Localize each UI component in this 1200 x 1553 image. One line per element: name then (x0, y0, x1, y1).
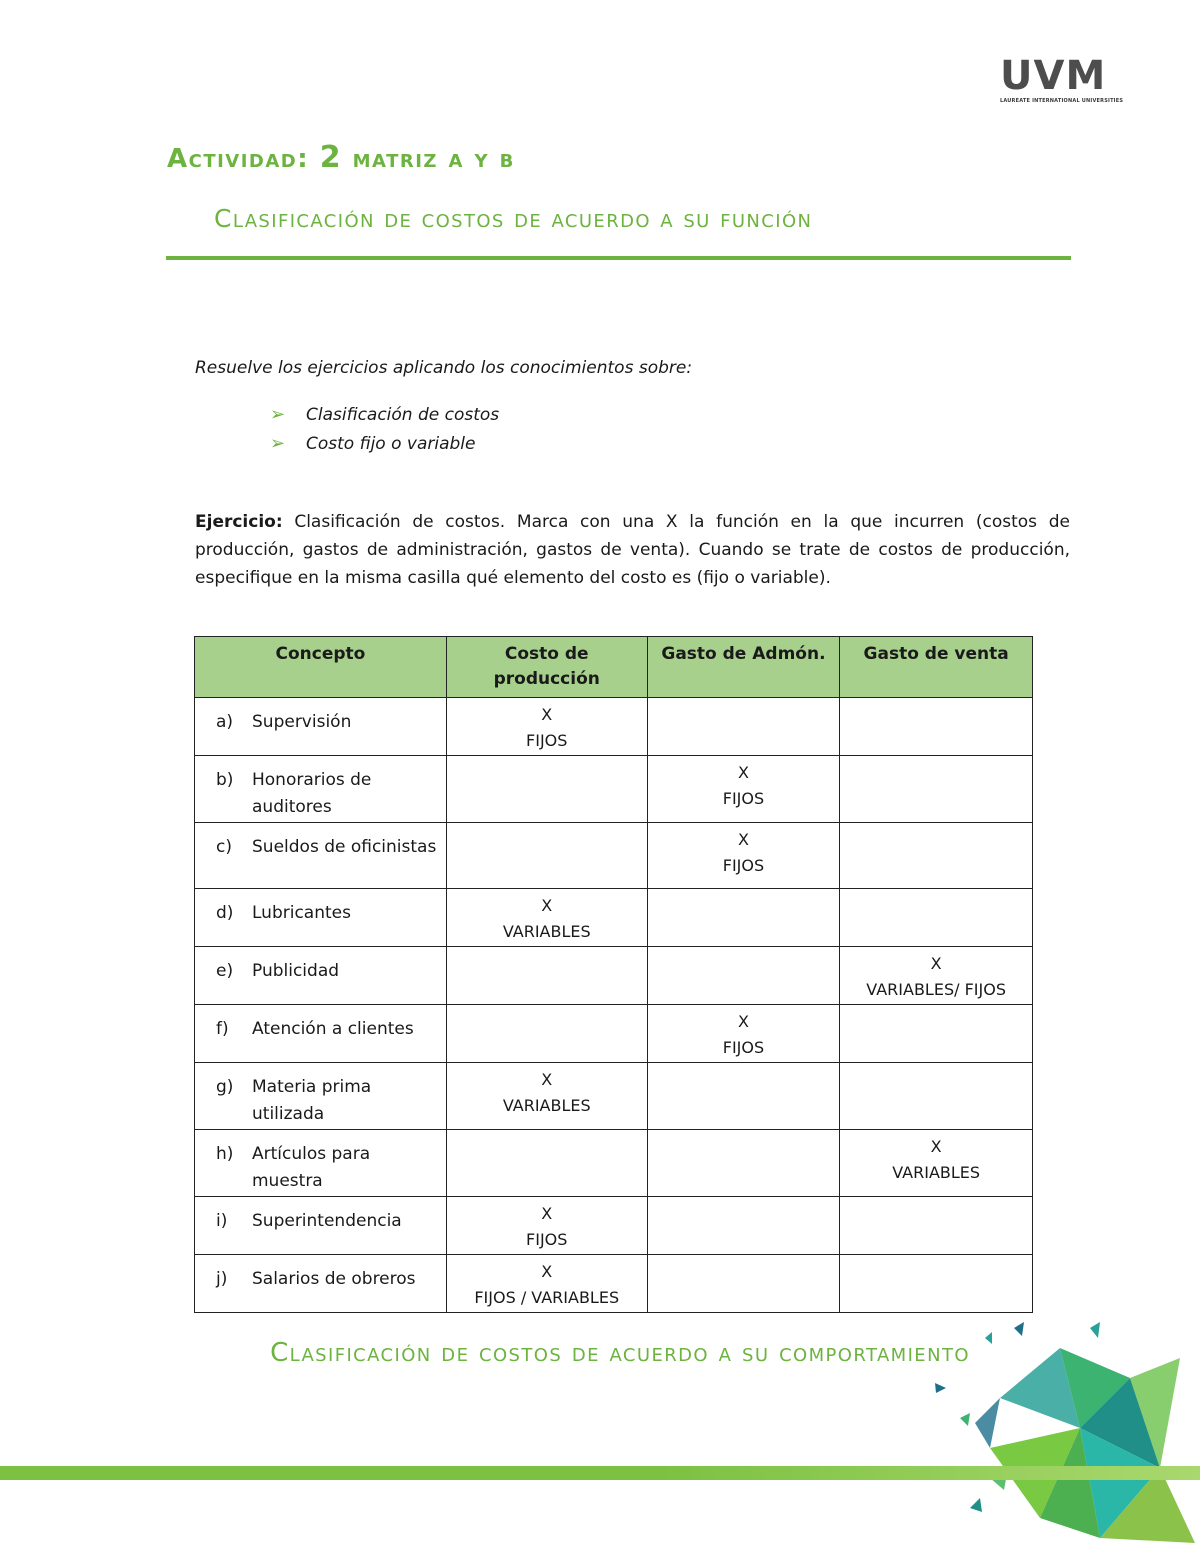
gasto-admon-cell (647, 1255, 840, 1313)
header-concepto: Concepto (195, 637, 447, 698)
uvm-logo (1000, 53, 1124, 108)
bullet-list (270, 400, 499, 458)
row-letter: d) (216, 903, 234, 923)
gasto-venta-cell (840, 823, 1033, 889)
concept-cell (195, 1255, 447, 1313)
x-mark: X (737, 830, 749, 849)
footer-bar (0, 1466, 1200, 1480)
cost-element-label: VARIABLES/ FIJOS (866, 980, 1006, 999)
gasto-venta-cell (840, 756, 1033, 823)
costo-produccion-cell (446, 1197, 647, 1255)
header-gasto-venta: Gasto de venta (840, 637, 1033, 698)
arrow-bullet-icon: ➢ (270, 433, 286, 454)
cost-element-label: FIJOS (722, 789, 765, 808)
concept-cell (195, 947, 447, 1005)
x-mark: X (541, 1204, 553, 1223)
x-mark: X (930, 1137, 942, 1156)
gasto-admon-cell (647, 1130, 840, 1197)
gasto-venta-cell (840, 1063, 1033, 1130)
page-title (167, 140, 515, 175)
x-mark: X (541, 1070, 553, 1089)
header-costo-produccion: Costo de producción (446, 637, 647, 698)
cost-element-label: FIJOS (722, 1038, 765, 1057)
costo-produccion-cell (446, 756, 647, 823)
header-gasto-admon: Gasto de Admón. (647, 637, 840, 698)
list-item (270, 400, 499, 429)
exercise-label: Ejercicio: (195, 512, 283, 532)
row-letter: e) (216, 961, 234, 981)
page-subtitle: Clasificación de costos de acuerdo a su función (214, 204, 813, 233)
table-row (195, 698, 1033, 756)
concept-cell (195, 889, 447, 947)
concept-label: Lubricantes (252, 903, 351, 923)
row-letter: j) (216, 1269, 228, 1289)
gasto-admon-cell (647, 823, 840, 889)
arrow-bullet-icon: ➢ (270, 404, 286, 425)
table-row (195, 823, 1033, 889)
gasto-admon-cell (647, 947, 840, 1005)
gasto-venta-cell (840, 947, 1033, 1005)
gasto-venta-cell (840, 698, 1033, 756)
table-row (195, 947, 1033, 1005)
row-letter: b) (216, 770, 234, 790)
table-row (195, 1130, 1033, 1197)
costo-produccion-cell (446, 1005, 647, 1063)
cost-element-label: FIJOS (526, 731, 568, 750)
table-row (195, 1063, 1033, 1130)
concept-cell (195, 756, 447, 823)
logo-name: UVM (1000, 53, 1107, 99)
row-letter: h) (216, 1144, 234, 1164)
row-letter: i) (216, 1211, 228, 1231)
costo-produccion-cell (446, 698, 647, 756)
cost-element-label: FIJOS (526, 1230, 568, 1249)
table-body (195, 698, 1033, 1313)
x-mark: X (737, 1012, 749, 1031)
costo-produccion-cell (446, 1255, 647, 1313)
gasto-venta-cell (840, 1005, 1033, 1063)
costo-produccion-cell (446, 1063, 647, 1130)
concept-cell (195, 823, 447, 889)
title-suffix: matriz a y b (342, 144, 515, 174)
x-mark: X (541, 705, 553, 724)
x-mark: X (541, 1262, 553, 1281)
gasto-admon-cell (647, 1197, 840, 1255)
table-row (195, 1005, 1033, 1063)
concept-label: Sueldos de oficinistas (252, 837, 437, 857)
classification-table (194, 636, 1033, 1313)
x-mark: X (930, 954, 942, 973)
table-row (195, 1197, 1033, 1255)
costo-produccion-cell (446, 889, 647, 947)
table-row (195, 889, 1033, 947)
table-row (195, 1255, 1033, 1313)
concept-cell (195, 698, 447, 756)
concept-cell (195, 1197, 447, 1255)
costo-produccion-cell (446, 823, 647, 889)
cost-element-label: VARIABLES (502, 922, 591, 941)
intro-text: Resuelve los ejercicios aplicando los conocimientos sobre: (195, 358, 693, 378)
table-row (195, 756, 1033, 823)
concept-cell (195, 1063, 447, 1130)
title-divider (166, 256, 1071, 260)
concept-label: Salarios de obreros (252, 1269, 416, 1289)
section-title: Clasificación de costos de acuerdo a su comportamiento (270, 1338, 970, 1368)
table-header-row (195, 637, 1033, 698)
gasto-admon-cell (647, 1063, 840, 1130)
gasto-admon-cell (647, 1005, 840, 1063)
concept-label: Atención a clientes (252, 1019, 414, 1039)
row-letter: c) (216, 837, 232, 857)
gasto-venta-cell (840, 889, 1033, 947)
bullet-label: Costo fijo o variable (306, 433, 476, 454)
cost-element-label: VARIABLES (502, 1096, 591, 1115)
cost-element-label: FIJOS / VARIABLES (474, 1288, 620, 1307)
x-mark: X (541, 896, 553, 915)
concept-label: Materia prima utilizada (252, 1077, 372, 1124)
gasto-venta-cell (840, 1255, 1033, 1313)
title-prefix: Actividad: (167, 144, 320, 174)
gasto-venta-cell (840, 1130, 1033, 1197)
logo-subtitle: LAUREATE INTERNATIONAL UNIVERSITIES (1000, 98, 1124, 104)
decorative-triangles-graphic (930, 1318, 1200, 1553)
concept-cell (195, 1130, 447, 1197)
exercise-instructions (195, 508, 1070, 592)
row-letter: a) (216, 712, 234, 732)
row-letter: g) (216, 1077, 234, 1097)
costo-produccion-cell (446, 947, 647, 1005)
concept-label: Artículos para muestra (252, 1144, 371, 1191)
concept-cell (195, 1005, 447, 1063)
gasto-venta-cell (840, 1197, 1033, 1255)
x-mark: X (737, 763, 749, 782)
concept-label: Supervisión (252, 712, 352, 732)
concept-label: Publicidad (252, 961, 340, 981)
cost-element-label: FIJOS (722, 856, 765, 875)
concept-label: Honorarios de auditores (252, 770, 372, 817)
row-letter: f) (216, 1019, 229, 1039)
concept-label: Superintendencia (252, 1211, 402, 1231)
title-number: 2 (319, 140, 343, 175)
cost-element-label: VARIABLES (892, 1163, 981, 1182)
list-item (270, 429, 499, 458)
bullet-label: Clasificación de costos (306, 404, 500, 425)
gasto-admon-cell (647, 889, 840, 947)
gasto-admon-cell (647, 698, 840, 756)
costo-produccion-cell (446, 1130, 647, 1197)
exercise-text: Clasificación de costos. Marca con una X la función en la que incurren (costos de producción, gastos de administración, gastos de venta). Cuando se trate de costos de producción, especifique en la misma casilla qué elemento del costo es (fijo o variable). (195, 512, 1070, 588)
gasto-admon-cell (647, 756, 840, 823)
